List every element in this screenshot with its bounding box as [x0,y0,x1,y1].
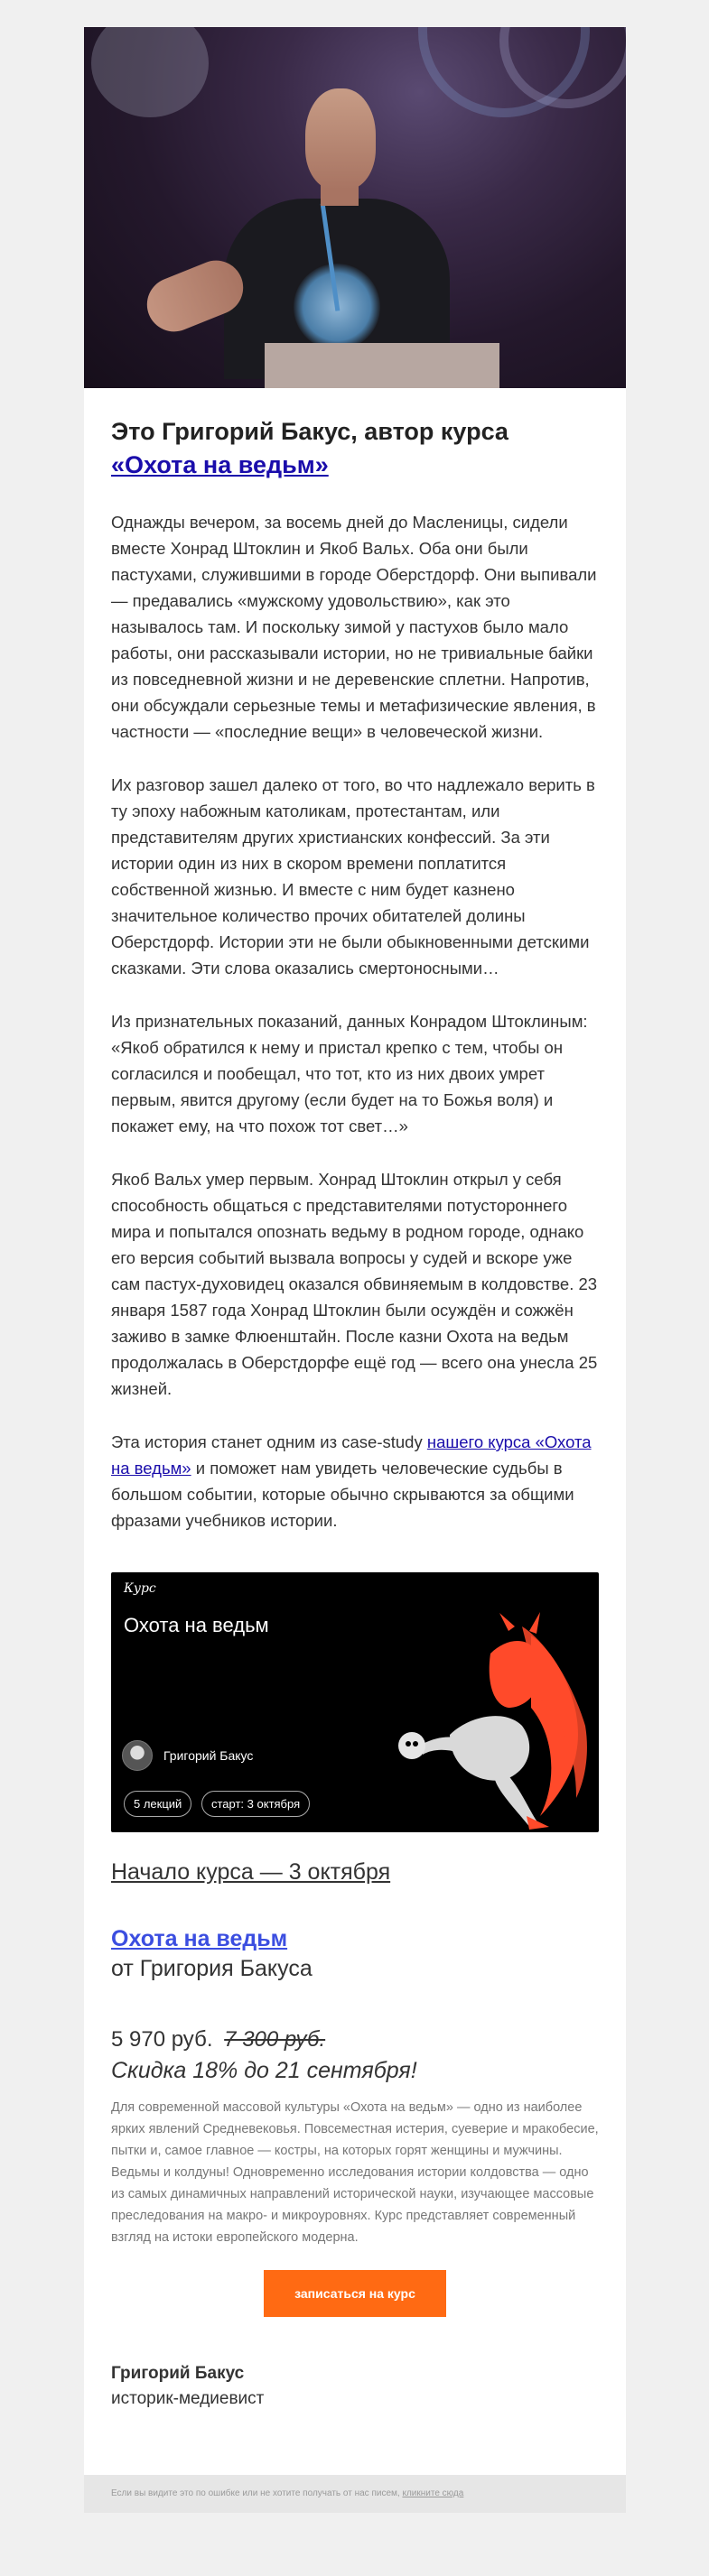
discount-text: Скидка 18% до 21 сентября! [111,2058,417,2083]
author-avatar [122,1740,153,1771]
course-inline-link[interactable]: нашего курса «Охота на ведьм» [111,1432,592,1478]
signature-role: историк-медиевист [111,2389,265,2408]
lectures-badge: 5 лекций [124,1791,191,1817]
footer-text: Если вы видите это по ошибке или не хотите получать от нас писем, кликните сюда [111,2488,464,2498]
current-price: 5 970 руб. [111,2027,213,2052]
course-title-link[interactable]: «Охота на ведьм» [111,451,329,478]
witch-illustration [314,1599,599,1832]
banner-course-name: Охота на ведьм [124,1614,269,1636]
author-heading-text: Это Григорий Бакус, автор курса [111,418,508,445]
case-study-paragraph: Эта история станет одним из case-study нашего курса «Охота на ведьм» и поможет нам увидеть человеческие судьбы в большом событии, которые обычно скрываются за общими фразами учебников истории. [111,1432,592,1530]
course-banner[interactable] [111,1572,599,1832]
speaker-photo [84,27,626,388]
story-paragraph: Их разговор зашел далеко от того, во что надлежало верить в ту эпоху набожным католикам, протестантам, или представителям других христианских конфессий. За эти истории один из них в скором времени поплатится собственной жизнью. И вместе с ним будет казнено значительное количество прочих обитателей долины Оберстдорф. Истории эти не были обыкновенными детскими сказками. Эти слова оказались смертоносными… [111,775,595,978]
start-badge: старт: 3 октября [201,1791,310,1817]
course-link[interactable]: Охота на ведьм [111,1926,288,1951]
email-body [111,415,599,2409]
email-card [84,27,626,2513]
signature-name: Григорий Бакус [111,2364,245,2383]
author-heading [111,415,599,482]
banner-label: Курс [124,1581,156,1596]
footer [84,2475,626,2513]
unsubscribe-link[interactable]: кликните сюда [402,2488,464,2498]
story-paragraph: Якоб Вальх умер первым. Хонрад Штоклин открыл у себя способность общаться с представителями потустороннего мира и попытался опознать ведьму в родном городе, однако его версия событий вызвала вопросы у судей и вскоре уже сам пастух-духовидец оказался обвиняемым в колдовстве. 23 января 1587 года Хонрад Штоклин были осуждён и сожжён заживо в замке Флюенштайн. После казни Охота на ведьм продолжалась в Оберстдорфе ещё год — всего она унесла 25 жизней. [111,1170,598,1398]
story-paragraph: Однажды вечером, за восемь дней до Масленицы, сидели вместе Хонрад Штоклин и Якоб Вальх. Оба они были пастухами, служившими в городе Оберстдорф. Они выпивали — предавались «мужскому удовольствию», как это называлось там. И поскольку зимой у пастухов было мало работы, они рассказывали истории, но не тривиальные байки из повседневной жизни и не деревенские сплетни. Напротив, они обсуждали серьезные темы и метафизические явления, в частности — «последние вещи» в человеческой жизни. [111,513,597,741]
course-start-date: Начало курса — 3 октября [111,1859,391,1885]
story-paragraph: Из признательных показаний, данных Конрадом Штоклиным: «Якоб обратился к нему и пристал крепко с тем, чтобы он согласился и пообещал, что тот, кто из них двоих умрет первым, явится другому (если будет на то Божья воля) и покажет ему, на что похож тот свет…» [111,1012,588,1135]
course-description: Для современной массовой культуры «Охота на ведьм» — одно из наиболее ярких явлений Средневековья. Повсеместная истерия, суеверие и мракобесие, пытки и, самое главное — костры, на которых горят женщины и мужчины. Ведьмы и колдуны! Одновременно исследования истории колдовства — одно из самых динамичных направлений исторической науки, изучающее массовые преследования на макро- и микроуровнях. Курс представляет современный взгляд на истоки европейского модерна. [111,2100,599,2245]
price-row [111,2027,599,2052]
course-author-line: от Григория Бакуса [111,1956,313,1981]
banner-author: Григорий Бакус [163,1748,254,1763]
enroll-button[interactable]: записаться на курс [264,2270,446,2317]
old-price: 7 300 руб. [224,2027,326,2052]
